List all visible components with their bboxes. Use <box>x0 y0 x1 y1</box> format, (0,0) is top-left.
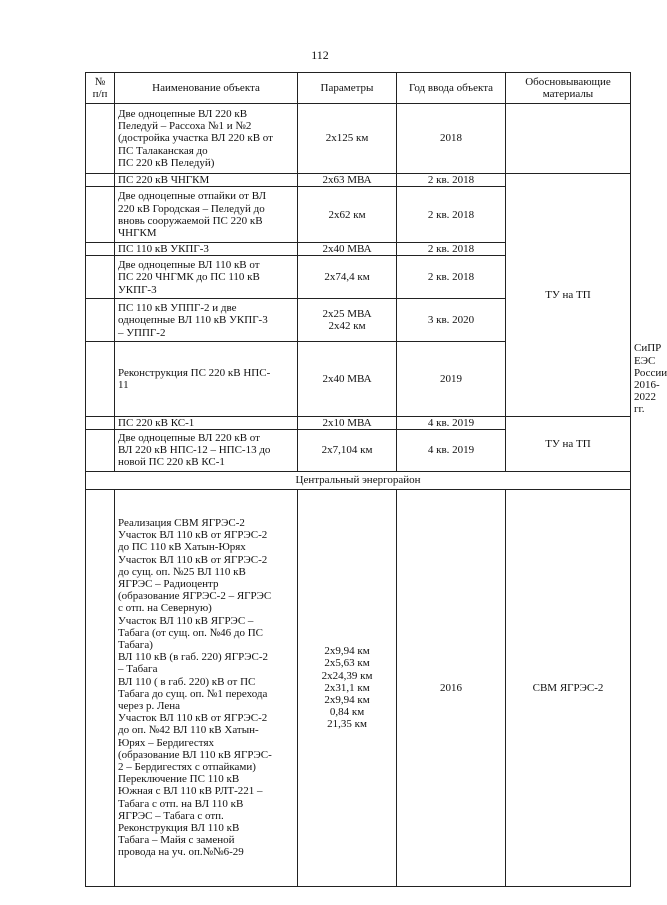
text-line: ЯГРЭС – Радиоцентр <box>118 578 219 590</box>
parameters-cell <box>298 342 397 416</box>
text-line: 2х74,4 км <box>324 271 370 284</box>
text-line: новой ПС 220 кВ КС-1 <box>118 456 225 469</box>
text-line: Табага до сущ. оп. №1 перехода <box>118 687 268 700</box>
object-name-cell <box>115 429 298 471</box>
year-cell: 3 кв. 2020 <box>397 299 506 342</box>
table-row <box>86 174 631 187</box>
page-number: 112 <box>311 48 329 62</box>
parameters-cell <box>298 429 397 471</box>
text-line: Две одноцепные ВЛ 110 кВ от <box>118 259 260 272</box>
text-line: Участок ВЛ 110 кВ от ЯГРЭС-2 <box>118 553 268 566</box>
section-title: Центральный энергорайон <box>86 471 631 489</box>
text-line: Южная с ВЛ 110 кВ РЛТ-221 – <box>118 785 263 798</box>
parameters-cell <box>298 489 397 886</box>
text-line: с отп. на Северную) <box>118 602 212 615</box>
basis-cell: СВМ ЯГРЭС-2 <box>506 489 631 886</box>
parameters-cell <box>298 416 397 429</box>
text-line: Реконструкция ПС 220 кВ НПС- <box>118 366 271 379</box>
year-cell: 2018 <box>397 104 506 174</box>
year-cell: 2 кв. 2018 <box>397 243 506 256</box>
year-cell: 2016 <box>397 489 506 886</box>
text-line: ЧНГКМ <box>118 226 157 239</box>
text-line: 2х9,94 км <box>324 645 370 658</box>
table-header-row <box>86 73 631 104</box>
row-number-cell <box>86 104 115 174</box>
text-line: (достройка участка ВЛ 220 кВ от <box>118 132 273 145</box>
text-line: Юрях – Бердигестях <box>118 736 215 749</box>
row-number-cell <box>86 489 115 886</box>
text-line: 2х24,39 км <box>321 669 373 682</box>
text-line: 2х42 км <box>328 320 366 333</box>
text-line: Табага (от сущ. оп. №46 до ПС <box>118 626 263 639</box>
text-line: 2х25 МВА <box>322 308 372 321</box>
year-cell: 2 кв. 2018 <box>397 187 506 243</box>
basis-cell-tu: ТУ на ТП <box>506 416 631 471</box>
year-cell: 4 кв. 2019 <box>397 416 506 429</box>
text-line: Две одноцепные ВЛ 220 кВ от <box>118 432 260 445</box>
text-line: Табага с отп. на ВЛ 110 кВ <box>118 797 244 810</box>
object-name-cell <box>115 174 298 187</box>
text-line: до сущ. оп. №25 ВЛ 110 кВ <box>118 565 246 578</box>
text-line: 2х31,1 км <box>324 681 370 694</box>
year-cell: 2019 <box>397 342 506 416</box>
year-cell: 2 кв. 2018 <box>397 256 506 299</box>
text-line: 21,35 км <box>327 718 367 731</box>
row-number-cell <box>86 429 115 471</box>
text-line: Две одноцепные отпайки от ВЛ <box>118 190 267 203</box>
text-line: 2х5,63 км <box>324 657 370 670</box>
text-line: 2х125 км <box>325 132 369 145</box>
text-line: вновь сооружаемой ПС 220 кВ <box>118 214 263 227</box>
object-name-cell <box>115 187 298 243</box>
text-line: одноцепные ВЛ 110 кВ УКПГ-3 <box>118 314 268 327</box>
parameters-cell <box>298 243 397 256</box>
parameters-cell <box>298 256 397 299</box>
text-line: 2х40 МВА <box>322 243 372 256</box>
header-basis: Обосновывающие материалы <box>506 73 631 104</box>
object-name-cell <box>115 299 298 342</box>
text-line: ПС 220 ЧНГМК до ПС 110 кВ <box>118 271 260 284</box>
text-line: – УППГ-2 <box>118 326 166 339</box>
text-line: Табага – Майя с заменой <box>118 834 235 847</box>
text-line: Две одноцепные ВЛ 220 кВ <box>118 107 248 120</box>
text-line: 2х9,94 км <box>324 693 370 706</box>
row-number-cell <box>86 243 115 256</box>
text-line: 220 кВ Городская – Пеледуй до <box>118 202 265 215</box>
text-line: Участок ВЛ 110 кВ ЯГРЭС – <box>118 614 254 627</box>
text-line: 2х40 МВА <box>322 372 372 385</box>
text-line: (образование ЯГРЭС-2 – ЯГРЭС <box>118 590 272 603</box>
year-cell: 4 кв. 2019 <box>397 429 506 471</box>
text-line: Пеледуй – Рассоха №1 и №2 <box>118 120 252 133</box>
text-line: провода на уч. оп.№№6-29 <box>118 846 244 859</box>
table-row <box>86 489 631 886</box>
header-number: № п/п <box>86 73 115 104</box>
text-line: до ПС 110 кВ Хатын-Юрях <box>118 541 246 554</box>
text-line: Реконструкция ВЛ 110 кВ <box>118 822 240 835</box>
text-line: 11 <box>118 379 129 392</box>
text-line: ПС Талаканская до <box>118 144 208 157</box>
text-line: ПС 110 кВ УКПГ-3 <box>118 243 209 256</box>
text-line: Реализация СВМ ЯГРЭС-2 <box>118 516 245 529</box>
text-line: 2 – Бердигестях с отпайками) <box>118 761 256 774</box>
row-number-cell <box>86 342 115 416</box>
text-line: 2х63 МВА <box>322 174 372 186</box>
text-line: (образование ВЛ 110 кВ ЯГРЭС- <box>118 748 272 761</box>
parameters-cell <box>298 104 397 174</box>
object-name-cell <box>115 416 298 429</box>
text-line: – Табага <box>118 663 158 676</box>
parameters-cell <box>298 299 397 342</box>
text-line: ПС 110 кВ УППГ-2 и две <box>118 302 237 315</box>
row-number-cell <box>86 256 115 299</box>
header-year: Год ввода объекта <box>397 73 506 104</box>
investment-table <box>85 72 667 887</box>
text-line: 0,84 км <box>329 706 365 719</box>
basis-cell <box>506 104 631 174</box>
text-line: до оп. №42 ВЛ 110 кВ Хатын- <box>118 724 259 737</box>
parameters-cell <box>298 187 397 243</box>
text-line: 2х62 км <box>328 208 366 221</box>
object-name-cell <box>115 243 298 256</box>
year-cell: 2 кв. 2018 <box>397 174 506 187</box>
row-number-cell <box>86 299 115 342</box>
text-line: Участок ВЛ 110 кВ от ЯГРЭС-2 <box>118 712 268 725</box>
row-number-cell <box>86 174 115 187</box>
text-line: 2х7,104 км <box>321 444 373 457</box>
text-line: ВЛ 110 кВ (в габ. 220) ЯГРЭС-2 <box>118 651 268 664</box>
text-line: ВЛ 220 кВ НПС-12 – НПС-13 до <box>118 444 271 457</box>
table-row: Реконструкция ПС 220 кВ НПС- 11 2х40 МВА 2019 СиПР ЕЭС России 2016-2022 гг. <box>86 342 631 416</box>
text-line: ЯГРЭС – Табага с отп. <box>118 809 224 822</box>
text-line: 2х10 МВА <box>322 416 372 429</box>
object-name-cell <box>115 104 298 174</box>
text-line: ПС 220 кВ КС-1 <box>118 416 195 429</box>
table-row <box>86 104 631 174</box>
text-line: Участок ВЛ 110 кВ от ЯГРЭС-2 <box>118 529 268 542</box>
basis-cell-tu: ТУ на ТП <box>506 174 631 417</box>
text-line: ПС 220 кВ ЧНГКМ <box>118 174 210 186</box>
section-row <box>86 471 631 489</box>
text-line: ПС 220 кВ Пеледуй) <box>118 156 215 169</box>
text-line: Переключение ПС 110 кВ <box>118 773 240 786</box>
text-line: ВЛ 110 ( в габ. 220) кВ от ПС <box>118 675 256 688</box>
object-name-cell <box>115 342 298 416</box>
row-number-cell <box>86 187 115 243</box>
text-line: УКПГ-3 <box>118 283 157 296</box>
header-parameters: Параметры <box>298 73 397 104</box>
object-name-cell <box>115 256 298 299</box>
parameters-cell <box>298 174 397 187</box>
text-line: Табага) <box>118 639 153 652</box>
header-object-name: Наименование объекта <box>115 73 298 104</box>
object-name-cell <box>115 489 298 886</box>
row-number-cell <box>86 416 115 429</box>
table-row <box>86 416 631 429</box>
text-line: через р. Лена <box>118 700 181 713</box>
